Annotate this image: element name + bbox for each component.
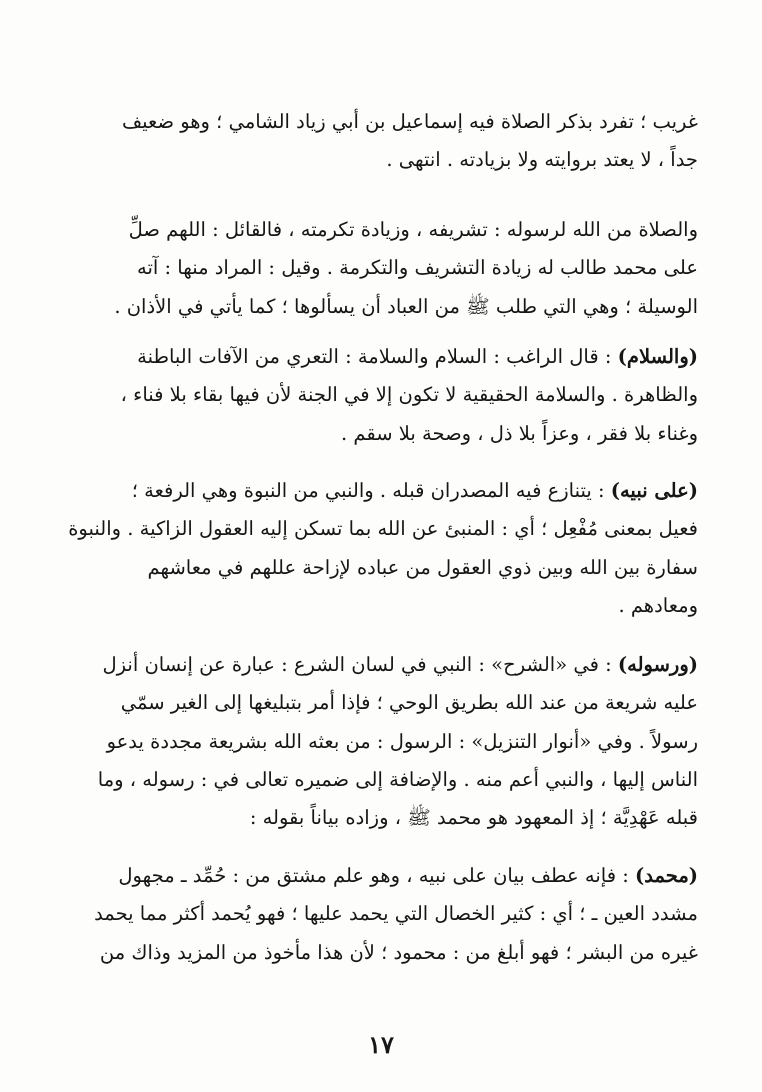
text-line: عليه شريعة من عند الله بطريق الوحي ؛ فإذا أمر بتبليغها إلى الغير سمّي [120,691,698,715]
text-line: ومعادهم . [618,593,698,617]
paragraph-nabi [58,472,698,625]
text-segment: : فإنه عطف بيان على نبيه ، وهو علم مشتق من : حُمِّد ـ مجهول [118,864,635,887]
text-segment: : قال الراغب : السلام والسلامة : التعري من الآفات الباطنة [137,345,618,368]
text-line: على محمد طالب له زيادة التشريف والتكرمة . وقيل : المراد منها : آته [137,256,698,280]
paragraph-continuation [58,103,698,180]
paragraph-lead-term: (والسلام) [617,345,698,368]
text-line: فعيل بمعنى مُفْعِل ؛ أي : المنبئ عن الله بما تسكن إليه العقول الزاكية . والنبوة [68,517,698,541]
text-line: غيره من البشر ؛ فهو أبلغ من : محمود ؛ لأن هذا مأخوذ من المزيد وذاك من [99,940,698,964]
paragraph-lead-term: (ورسوله) [617,653,698,676]
paragraph-lead-term: (محمد) [635,864,698,887]
text-line [58,338,698,376]
text-line: سفارة بين الله وبين ذوي العقول من عباده لإزاحة عللهم في معاشهم [147,555,698,579]
text-line: غريب ؛ تفرد بذكر الصلاة فيه إسماعيل بن أبي زياد الشامي ؛ وهو ضعيف [121,110,698,133]
text-segment: : يتنازع فيه المصدران قبله . والنبي من النبوة وهي الرفعة ؛ [131,479,611,502]
paragraph-lead-term: (على نبيه) [610,479,698,502]
text-line [58,646,698,684]
paragraph-muhammad [58,857,698,972]
text-line: قبله عَهْدِيَّة ؛ إذ المعهود هو محمد ﷺ ، وزاده بياناً بقوله : [249,806,698,830]
text-line: مشدد العين ـ ؛ أي : كثير الخصال التي يحمد عليها ؛ فهو يُحمد أكثر مما يحمد [94,902,698,926]
text-line: جداً ، لا يعتد بروايته ولا بزيادته . انتهى . [386,148,698,172]
text-line: الوسيلة ؛ وهي التي طلب ﷺ من العباد أن يسألوها ؛ كما يأتي في الأذان . [114,294,698,318]
paragraph-salat [58,211,698,326]
paragraph-rasul [58,646,698,837]
page-number: ١٧ [368,1030,394,1059]
text-line: والظاهرة . والسلامة الحقيقية لا تكون إلا في الجنة لأن فيها بقاء بلا فناء ، [120,383,698,407]
text-line [58,472,698,510]
text-line: رسولاً . وفي «أنوار التنزيل» : الرسول : من بعثه الله بشريعة مجددة يدعو [106,729,698,753]
text-line: وغناء بلا فقر ، وعزاً بلا ذل ، وصحة بلا سقم . [341,421,698,445]
text-line: الناس إليها ، والنبي أعم منه . والإضافة إلى ضميره تعالى في : رسوله ، وما [97,767,698,791]
text-segment: : في «الشرح» : النبي في لسان الشرع : عبارة عن إنسان أنزل [102,653,618,676]
paragraph-salam [58,338,698,453]
text-line [58,857,698,895]
text-line: والصلاة من الله لرسوله : تشريفه ، وزيادة تكرمته ، فالقائل : اللهم صلِّ [128,218,698,241]
